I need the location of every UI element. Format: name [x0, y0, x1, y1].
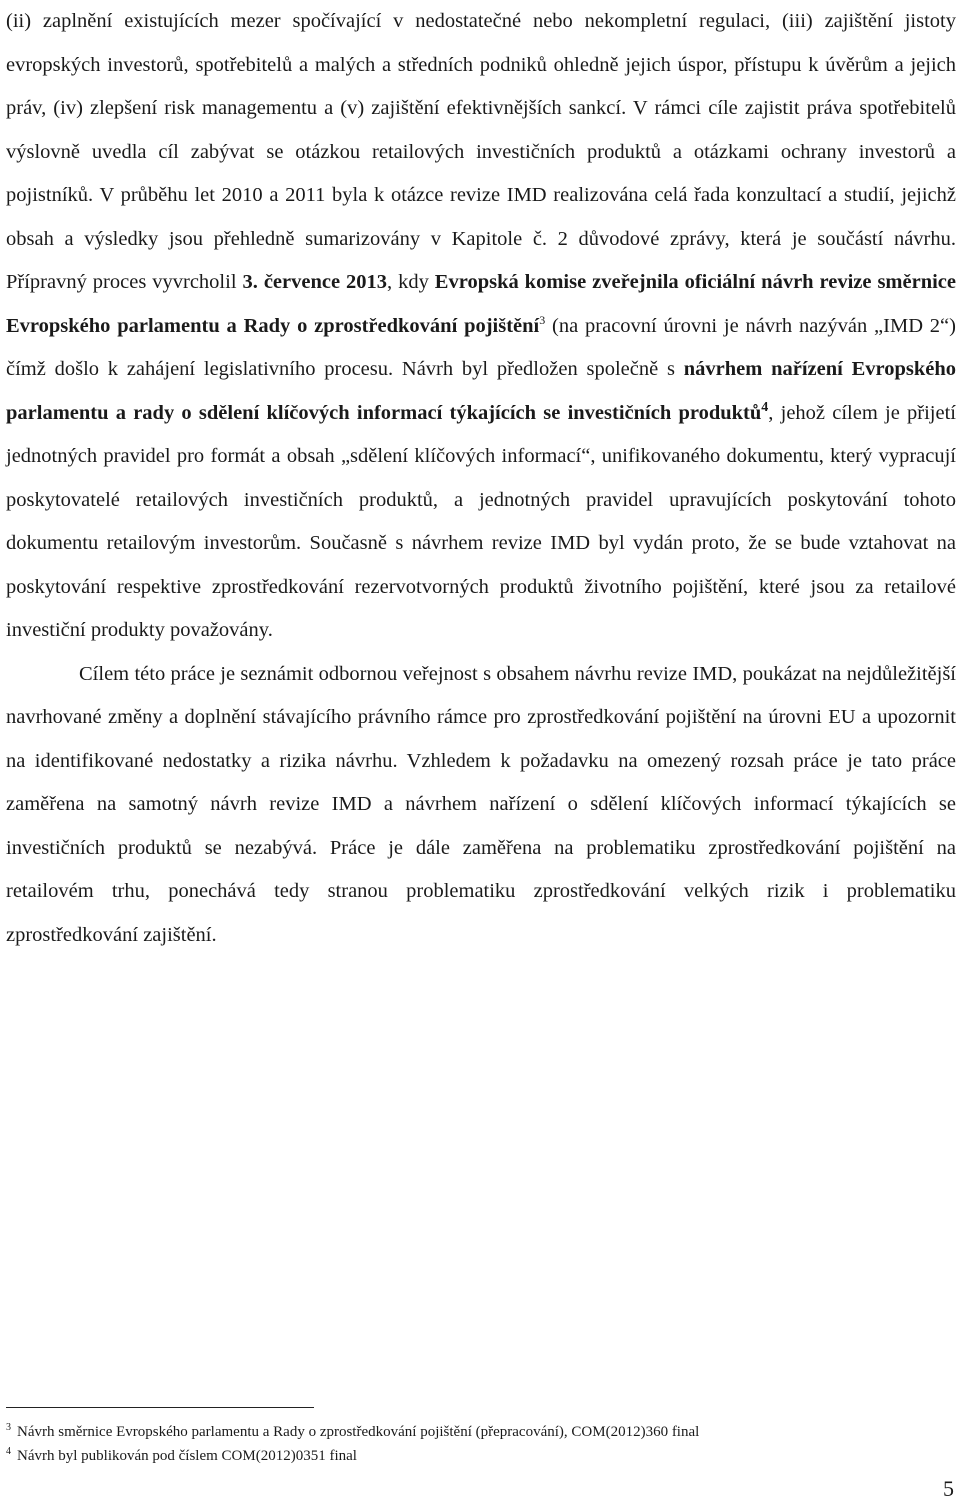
paragraph-1	[6, 0, 956, 653]
footnotes	[6, 1420, 946, 1468]
footnote-4	[6, 1444, 946, 1468]
paragraph-1-text-d: , jehož cílem je přijetí jednotných pravidel pro formát a obsah „sdělení klíčových informací“, unifikovaného dokumentu, který vypracují poskytovatelé retailových investičních produktů, a jednotných pravidel upravujících poskytování tohoto dokumentu retailovým investorům. Současně s návrhem revize IMD byl vydán proto, že se bude vztahovat na poskytování respektive zprostředkování rezervotvorných produktů životního pojištění, které jsou za retailové investiční produkty považovány.	[6, 401, 956, 641]
bold-regulation-proposal: návrhem nařízení Evropského parlamentu a rady o sdělení klíčových informací týkajících se investičních produktů	[6, 358, 957, 424]
footnote-3-text: Návrh směrnice Evropského parlamentu a Rady o zprostředkování pojištění (přepracování), COM(2012)360 final	[17, 1424, 700, 1440]
page-number: 5	[943, 1476, 954, 1501]
body-text	[6, 0, 956, 957]
footnote-ref-4[interactable]: 4	[761, 399, 769, 415]
footnote-4-number: 4	[6, 1446, 11, 1457]
footnote-4-text: Návrh byl publikován pod číslem COM(2012)0351 final	[17, 1448, 357, 1464]
footnote-divider	[6, 1407, 314, 1408]
footnote-3-number: 3	[6, 1422, 11, 1433]
paragraph-1-text-a: (ii) zaplnění existujících mezer spočívající v nedostatečné nebo nekompletní regulaci, (iii) zajištění jistoty evropských investorů, spotřebitelů a malých a středních podniků ohledně jejich úspor, přístupu k úvěrům a jejich práv, (iv) zlepšení risk managementu a (v) zajištění efektivnějších sankcí. V rámci cíle zajistit práva spotřebitelů výslovně uvedla cíl zabývat se otázkou retailových investičních produktů a otázkami ochrany investorů a pojistníků. V průběhu let 2010 a 2011 byla k otázce revize IMD realizována celá řada konzultací a studií, jejichž obsah a výsledky jsou přehledně sumarizovány v Kapitole č. 2 důvodové zprávy, která je součástí návrhu. Přípravný proces vyvrcholil	[6, 10, 956, 293]
paragraph-1-text-c: (na pracovní úrovni je návrh nazýván „IMD 2“) čímž došlo k zahájení legislativního procesu. Návrh byl předložen společně s	[6, 314, 956, 380]
paragraph-1-text-b: , kdy	[387, 271, 435, 293]
bold-date: 3. července 2013	[242, 271, 388, 293]
paragraph-2: Cílem této práce je seznámit odbornou veřejnost s obsahem návrhu revize IMD, poukázat na nejdůležitější navrhované změny a doplnění stávajícího právního rámce pro zprostředkování pojištění na úrovni EU a upozornit na identifikované nedostatky a rizika návrhu. Vzhledem k požadavku na omezený rozsah práce je tato práce zaměřena na samotný návrh revize IMD a návrhem nařízení o sdělení klíčových informací týkajících se investičních produktů se nezabývá. Práce je dále zaměřena na problematiku zprostředkování pojištění na retailovém trhu, ponechává tedy stranou problematiku zprostředkování velkých rizik i problematiku zprostředkování zajištění.	[6, 662, 956, 946]
footnote-3	[6, 1420, 946, 1444]
bold-commission-proposal: Evropská komise zveřejnila oficiální návrh revize směrnice Evropského parlamentu a Rady o zprostředkování pojištění	[6, 271, 956, 337]
footnote-ref-3[interactable]: 3	[539, 312, 546, 327]
